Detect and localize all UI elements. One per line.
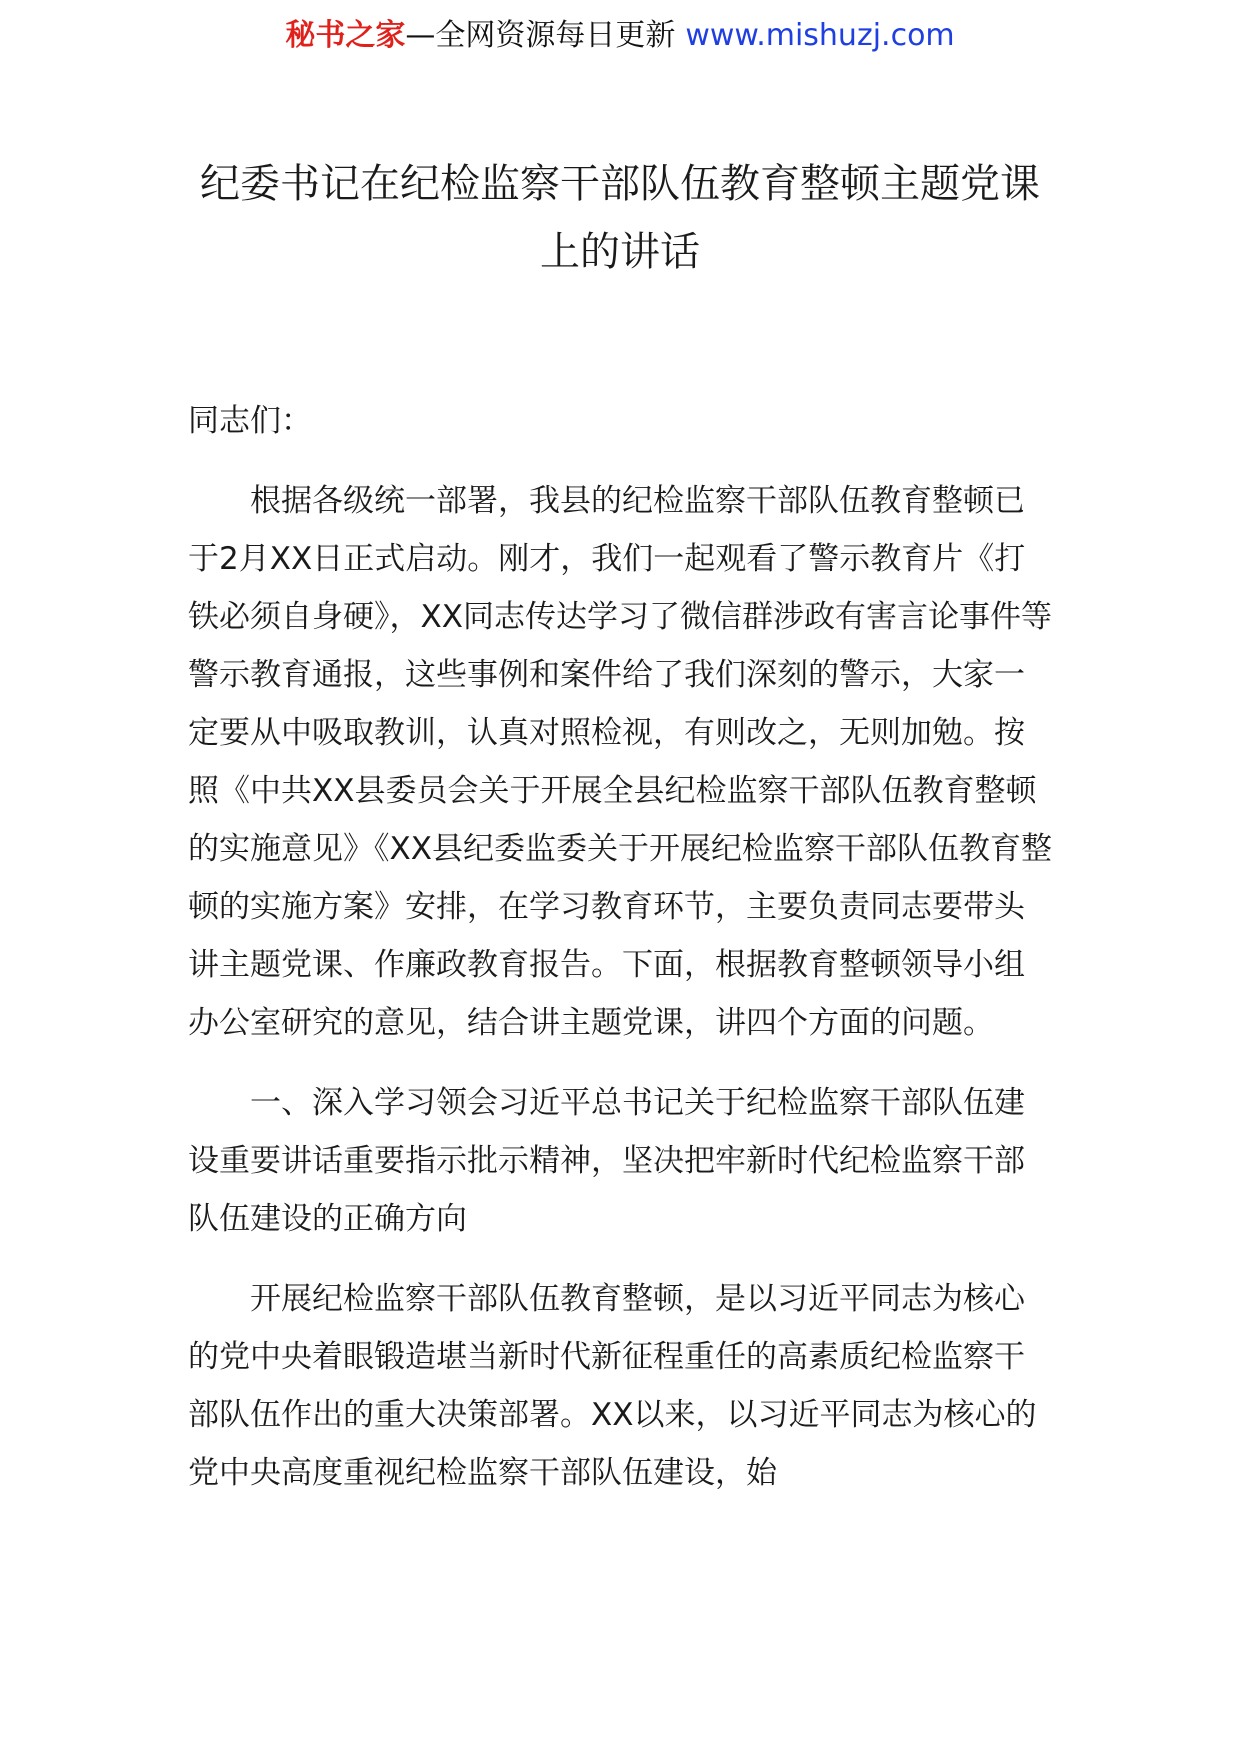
document-title: 纪委书记在纪检监察干部队伍教育整顿主题党课上的讲话: [200, 161, 1040, 275]
salutation: 同志们：: [188, 403, 312, 439]
site-brand: 秘书之家: [285, 18, 406, 53]
paragraph: 根据各级统一部署，我县的纪检监察干部队伍教育整顿已于2月XX日正式启动。刚才，我们一起观看了警示教育片《打铁必须自身硬》，XX同志传达学习了微信群涉政有害言论事件等警示教育通报，这些事例和案件给了我们深刻的警示，大家一定要从中吸取教训，认真对照检视，有则改之，无则加勉。按照《中共XX县委员会关于开展全县纪检监察干部队伍教育整顿的实施意见》《XX县纪委监委关于开展纪检监察干部队伍教育整顿的实施方案》安排，在学习教育环节，主要负责同志要带头讲主题党课、作廉政教育报告。下面，根据教育整顿领导小组办公室研究的意见，结合讲主题党课，讲四个方面的问题。: [188, 483, 1052, 1041]
site-header: [0, 14, 1240, 58]
site-url-link[interactable]: www.mishuzj.com: [685, 18, 955, 53]
site-tagline: —全网资源每日更新: [405, 18, 676, 53]
paragraph: 开展纪检监察干部队伍教育整顿，是以习近平同志为核心的党中央着眼锻造堪当新时代新征程重任的高素质纪检监察干部队伍作出的重大决策部署。XX以来，以习近平同志为核心的党中央高度重视纪检监察干部队伍建设，始: [188, 1281, 1037, 1491]
section-heading: 一、深入学习领会习近平总书记关于纪检监察干部队伍建设重要讲话重要指示批示精神，坚决把牢新时代纪检监察干部队伍建设的正确方向: [188, 1085, 1025, 1237]
document-body: [188, 392, 1054, 1524]
